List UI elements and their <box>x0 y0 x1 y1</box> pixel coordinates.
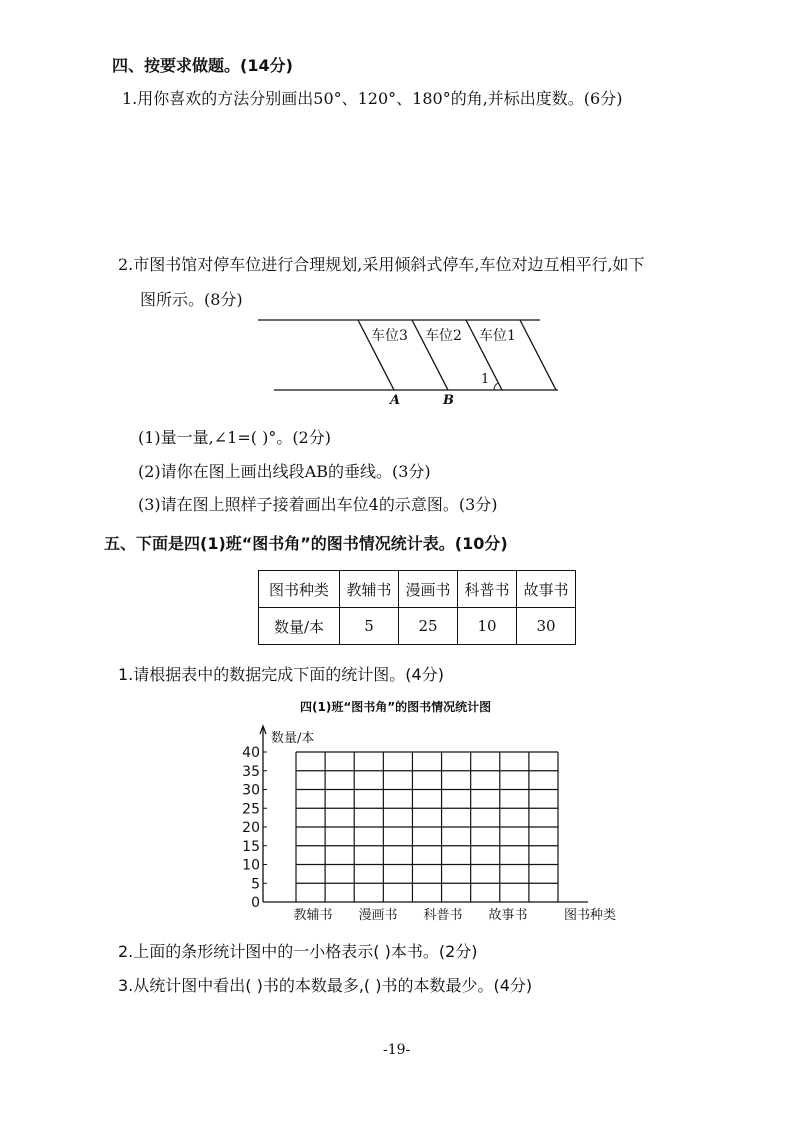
question-4-2-line1: 2.市图书馆对停车位进行合理规划,采用倾斜式停车,车位对边互相平行,如下 <box>118 255 645 274</box>
x-axis-label: 图书种类 <box>564 908 617 923</box>
y-tick-label: 10 <box>242 857 260 874</box>
table-cell: 漫画书 <box>399 571 458 608</box>
table-header-row <box>259 571 576 608</box>
y-tick-label: 40 <box>242 745 260 761</box>
table-row <box>259 608 576 645</box>
question-4-1: 1.用你喜欢的方法分别画出50°、120°、180°的角,并标出度数。(6分) <box>122 89 623 108</box>
x-tick-label: 故事书 <box>488 908 528 923</box>
y-tick-label: 30 <box>242 782 260 799</box>
question-5-3: 3.从统计图中看出( )书的本数最多,( )书的本数最少。(4分) <box>118 976 533 995</box>
y-tick-label: 5 <box>251 876 260 893</box>
book-stats-table <box>258 570 576 645</box>
point-b-label: B <box>443 393 454 408</box>
point-a-label: A <box>390 393 401 408</box>
parking-spot-2: 车位2 <box>425 328 462 344</box>
table-cell: 10 <box>458 608 517 645</box>
angle-1-arc <box>494 383 498 390</box>
table-cell: 教辅书 <box>340 571 399 608</box>
question-4-2-line2: 图所示。(8分) <box>140 290 243 309</box>
section-5-title: 五、下面是四(1)班“图书角”的图书情况统计表。(10分) <box>104 534 508 553</box>
page-number: -19- <box>383 1042 411 1058</box>
x-tick-label: 科普书 <box>423 908 463 923</box>
x-tick-label: 漫画书 <box>358 908 398 923</box>
parking-diagram <box>0 0 800 420</box>
question-5-1: 1.请根据表中的数据完成下面的统计图。(4分) <box>118 665 444 684</box>
question-5-2: 2.上面的条形统计图中的一小格表示( )本书。(2分) <box>118 942 478 961</box>
parking-divider-d <box>520 320 556 390</box>
table-cell: 故事书 <box>517 571 576 608</box>
table-cell: 图书种类 <box>259 571 340 608</box>
question-4-2-sub2: (2)请你在图上画出线段AB的垂线。(3分) <box>138 462 431 481</box>
table-cell: 30 <box>517 608 576 645</box>
y-tick-label: 25 <box>242 801 260 818</box>
chart-title: 四(1)班“图书角”的图书情况统计图 <box>300 700 492 714</box>
x-tick-label: 教辅书 <box>293 908 333 923</box>
angle-1-label: 1 <box>481 372 490 387</box>
table-cell: 5 <box>340 608 399 645</box>
question-4-2-sub3: (3)请在图上照样子接着画出车位4的示意图。(3分) <box>138 495 498 514</box>
table-cell: 数量/本 <box>259 608 340 645</box>
question-4-2-sub1: (1)量一量,∠1=( )°。(2分) <box>138 428 331 447</box>
y-axis-label: 数量/本 <box>271 731 315 746</box>
parking-spot-1: 车位1 <box>479 328 516 344</box>
table-cell: 科普书 <box>458 571 517 608</box>
y-tick-label: 0 <box>251 895 260 911</box>
bar-chart-grid <box>0 720 800 930</box>
y-tick-label: 35 <box>242 763 260 780</box>
table-cell: 25 <box>399 608 458 645</box>
y-tick-label: 20 <box>242 820 260 836</box>
y-tick-label: 15 <box>242 838 260 855</box>
section-4-title: 四、按要求做题。(14分) <box>112 56 293 75</box>
parking-spot-3: 车位3 <box>371 328 408 344</box>
